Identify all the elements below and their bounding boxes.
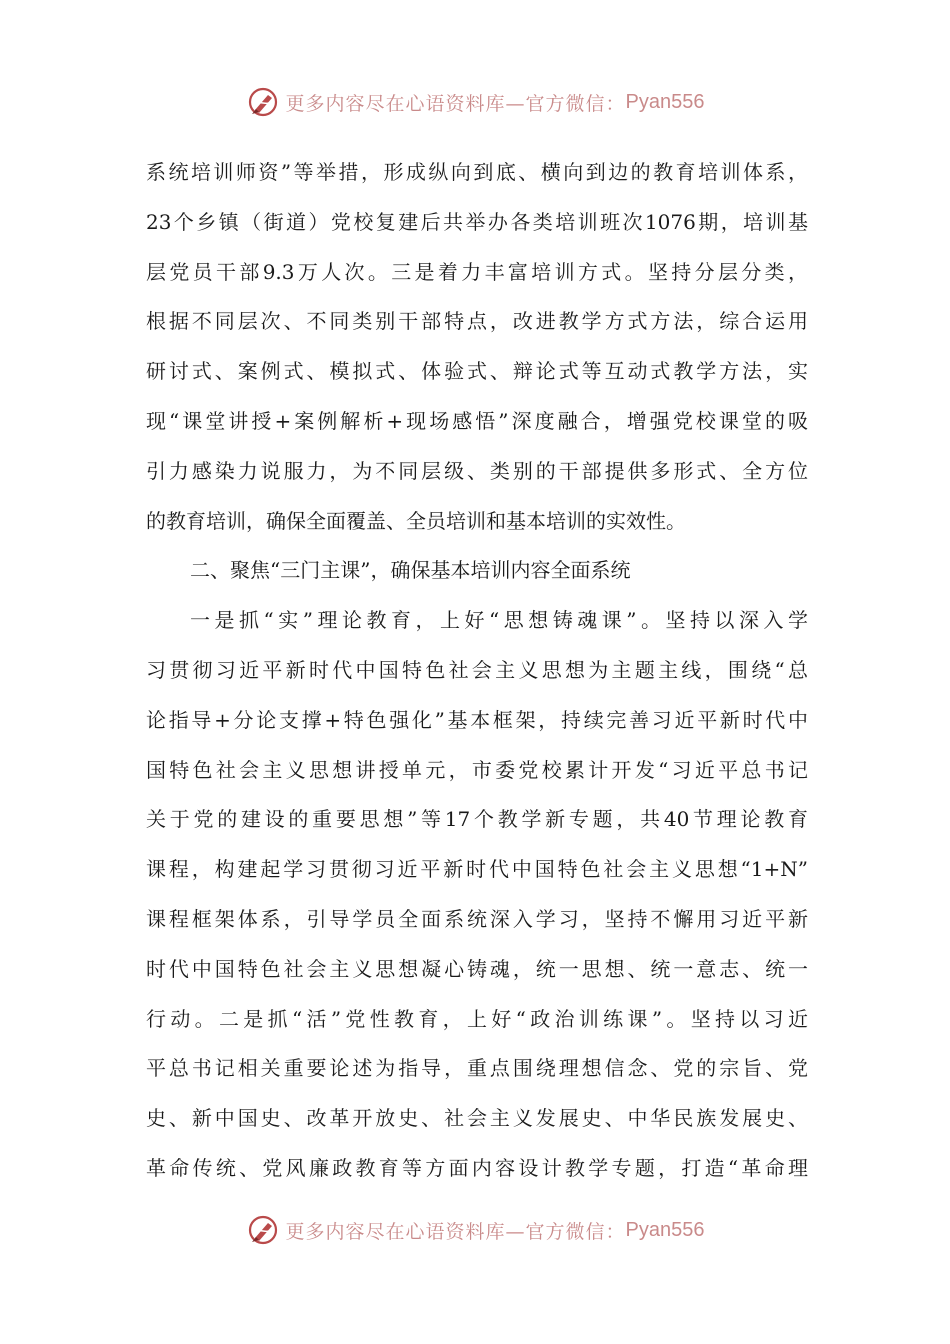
watermark-wechat-id: Pyan556 bbox=[625, 1218, 705, 1241]
text-line: 革命传统、党风廉政教育等方面内容设计教学专题，打造“革命理 bbox=[146, 1155, 808, 1180]
footer-watermark bbox=[0, 1208, 950, 1252]
text-line: 论指导+分论支撑+特色强化”基本框架，持续完善习近平新时代中 bbox=[146, 707, 808, 732]
text-line: 课程，构建起学习贯彻习近平新时代中国特色社会主义思想“1+N” bbox=[146, 857, 808, 882]
text-line: 系统培训师资”等举措，形成纵向到底、横向到边的教育培训体系， bbox=[146, 160, 808, 184]
watermark-text: 更多内容尽在心语资料库—官方微信： bbox=[285, 1220, 626, 1243]
watermark-wechat-id: Pyan556 bbox=[625, 90, 705, 113]
text-line: 层党员干部9.3万人次。三是着力丰富培训方式。坚持分层分类， bbox=[146, 259, 808, 284]
header-watermark bbox=[0, 80, 950, 124]
text-line: 一是抓“实”理论教育，上好“思想铸魂课”。坚持以深入学 bbox=[190, 608, 808, 633]
document-body bbox=[146, 148, 808, 1194]
text-line: 23个乡镇（街道）党校复建后共举办各类培训班次1076期，培训基 bbox=[146, 209, 808, 234]
text-line: 平总书记相关重要论述为指导，重点围绕理想信念、党的宗旨、党 bbox=[146, 1056, 808, 1081]
watermark-text: 更多内容尽在心语资料库—官方微信： bbox=[285, 92, 626, 115]
text-line: 根据不同层次、不同类别干部特点，改进教学方式方法，综合运用 bbox=[146, 309, 808, 334]
text-line: 习贯彻习近平新时代中国特色社会主义思想为主题主线，围绕“总 bbox=[146, 657, 808, 682]
pen-logo-icon bbox=[246, 85, 280, 119]
text-line: 时代中国特色社会主义思想凝心铸魂，统一思想、统一意志、统一 bbox=[146, 956, 808, 981]
text-line: 研讨式、案例式、模拟式、体验式、辩论式等互动式教学方法，实 bbox=[146, 359, 808, 384]
text-line: 的教育培训，确保全面覆盖、全员培训和基本培训的实效性。 bbox=[146, 508, 686, 533]
text-line: 现“课堂讲授+案例解析+现场感悟”深度融合，增强党校课堂的吸 bbox=[146, 408, 808, 433]
text-line: 史、新中国史、改革开放史、社会主义发展史、中华民族发展史、 bbox=[146, 1106, 808, 1131]
text-line: 国特色社会主义思想讲授单元，市委党校累计开发“习近平总书记 bbox=[146, 757, 808, 782]
pen-logo-icon bbox=[246, 1213, 280, 1247]
text-line: 课程框架体系，引导学员全面系统深入学习，坚持不懈用习近平新 bbox=[146, 906, 808, 931]
text-line: 关于党的建设的重要思想”等17个教学新专题，共40节理论教育 bbox=[146, 807, 808, 832]
text-line: 引力感染力说服力，为不同层级、类别的干部提供多形式、全方位 bbox=[146, 458, 808, 483]
section-heading: 二、聚焦“三门主课”，确保基本培训内容全面系统 bbox=[190, 558, 631, 583]
text-line: 行动。二是抓“活”党性教育，上好“政治训练课”。坚持以习近 bbox=[146, 1006, 808, 1031]
